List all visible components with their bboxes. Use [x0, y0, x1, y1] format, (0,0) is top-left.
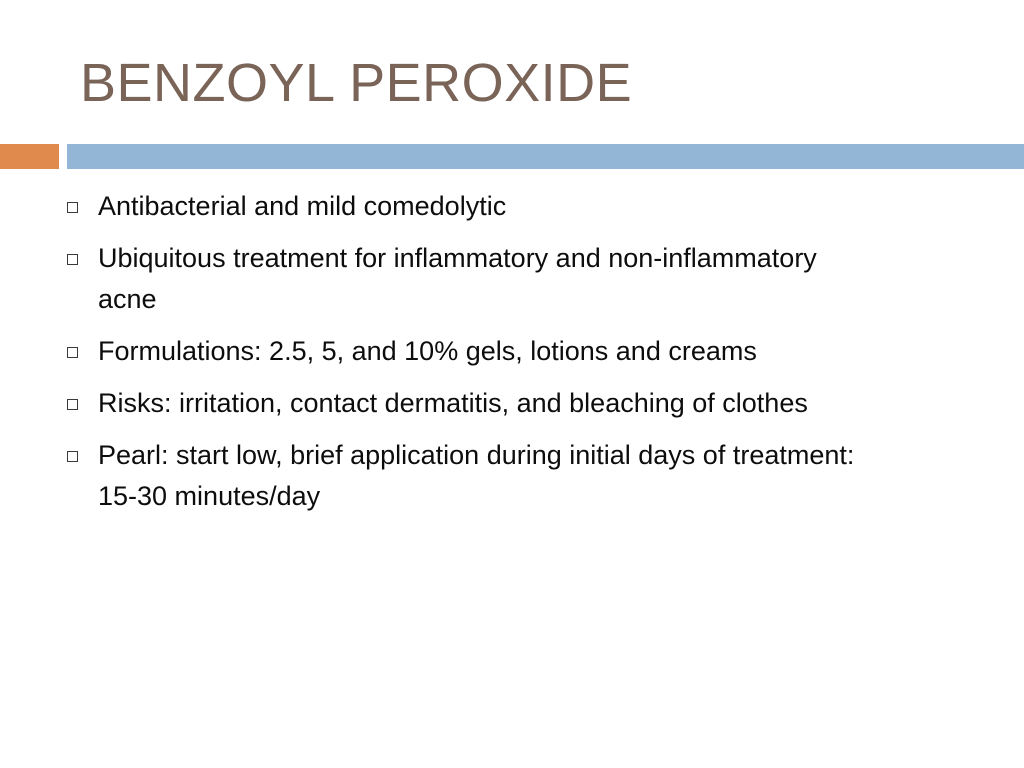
square-bullet-icon [67, 254, 78, 265]
bullet-text: Antibacterial and mild comedolytic [98, 191, 507, 221]
square-bullet-icon [67, 347, 78, 358]
bullet-item [60, 238, 880, 320]
bullet-text: Ubiquitous treatment for inflammatory and non-inflammatory acne [98, 243, 817, 314]
bullet-text: Risks: irritation, contact dermatitis, and bleaching of clothes [98, 388, 808, 418]
square-bullet-icon [67, 451, 78, 462]
bullet-text: Pearl: start low, brief application during initial days of treatment: 15-30 minutes/day [98, 440, 855, 511]
bullet-text: Formulations: 2.5, 5, and 10% gels, lotions and creams [98, 336, 757, 366]
bullet-item [60, 186, 880, 227]
bullet-list [60, 186, 880, 528]
bullet-item [60, 435, 880, 517]
bullet-item [60, 331, 880, 372]
square-bullet-icon [67, 399, 78, 410]
bullet-item [60, 383, 880, 424]
accent-bar-orange [0, 144, 59, 169]
slide-title: BENZOYL PEROXIDE [80, 53, 633, 113]
square-bullet-icon [67, 202, 78, 213]
accent-bar-blue [67, 144, 1024, 169]
